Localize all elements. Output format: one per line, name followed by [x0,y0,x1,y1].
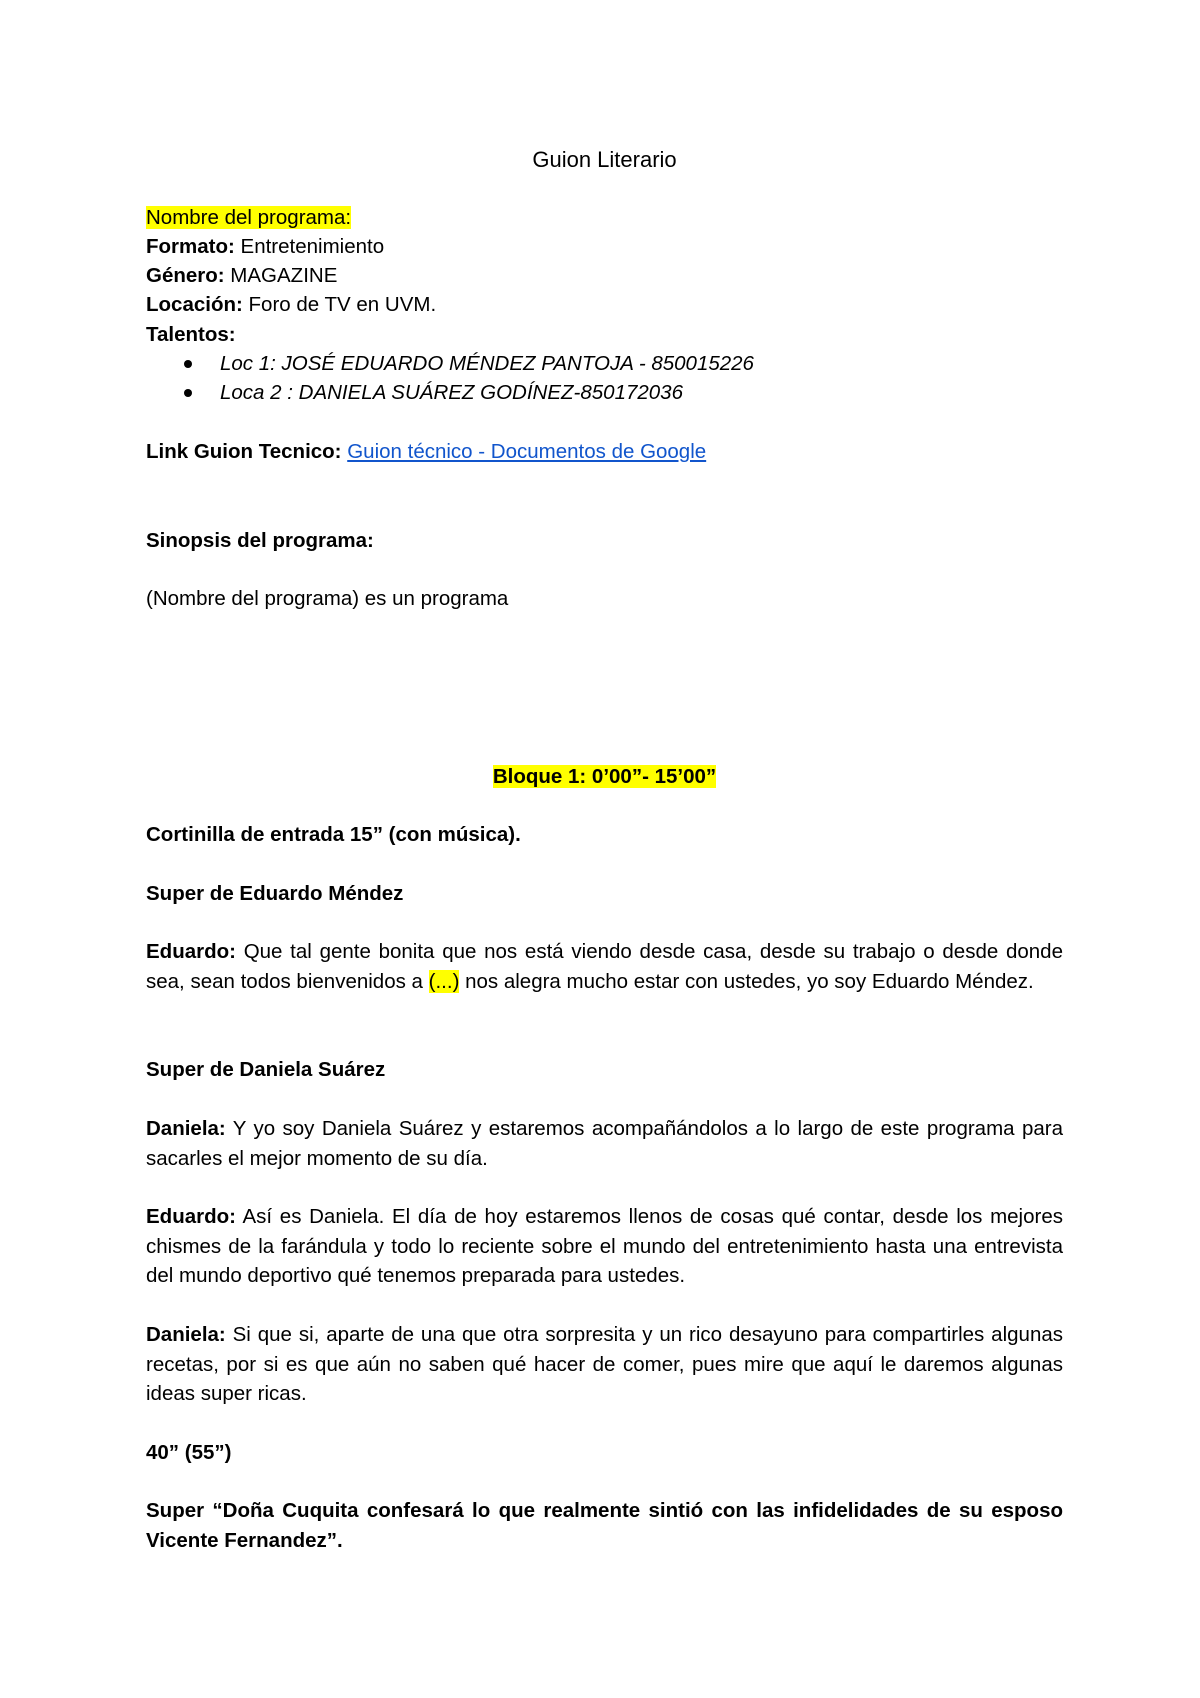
formato-label: Formato: [146,235,235,258]
locacion-value: Foro de TV en UVM. [242,293,437,316]
daniela-dialogue-2 [146,1320,1063,1409]
genero-line [146,261,337,291]
cortinilla-line: Cortinilla de entrada 15” (con música). [146,823,521,846]
formato-value: Entretenimiento [234,235,385,258]
dialogue-text: Y yo soy Daniela Suárez y estaremos acompañándolos a lo largo de este programa para sacarles el mejor momento de su día. [146,1117,1063,1170]
dialogue-text: Que tal gente bonita que nos está viendo desde casa, desde su trabajo o desde donde sea, sean todos bienvenidos a [146,940,1063,993]
bullet-icon [184,389,192,397]
daniela-dialogue-1 [146,1114,1063,1173]
dialogue-text: Si que si, aparte de una que otra sorpresita y un rico desayuno para compartirles algunas recetas, por si es que aún no saben qué hacer de comer, pues mire que aquí le daremos algunas ideas super ricas. [146,1323,1063,1405]
genero-value: MAGAZINE [224,264,338,287]
locacion-line [146,290,436,320]
bloque-heading: Bloque 1: 0’00”- 15’00” [492,765,717,788]
timing-line: 40” (55”) [146,1441,232,1464]
speaker-label: Daniela: [146,1323,226,1346]
dialogue-text: nos alegra mucho estar con ustedes, yo soy Eduardo Méndez. [459,969,1034,993]
speaker-label: Eduardo: [146,940,236,963]
formato-line [146,232,384,262]
talento-1: Loc 1: JOSÉ EDUARDO MÉNDEZ PANTOJA - 850015226 [220,352,754,375]
bullet-icon [184,360,192,368]
super-eduardo: Super de Eduardo Méndez [146,882,404,905]
talento-2: Loca 2 : DANIELA SUÁREZ GODÍNEZ-850172036 [220,381,683,404]
speaker-label: Daniela: [146,1117,226,1140]
sinopsis-label: Sinopsis del programa: [146,529,374,552]
talentos-label: Talentos: [146,323,236,346]
guion-tecnico-link[interactable]: Guion técnico - Documentos de Google [347,440,707,463]
super-cuquita: Super “Doña Cuquita confesará lo que realmente sintió con las infidelidades de su esposo Vicente Fernandez”. [146,1499,1063,1552]
program-name-line [146,203,351,233]
speaker-label: Eduardo: [146,1205,236,1228]
super-daniela: Super de Daniela Suárez [146,1058,386,1081]
sinopsis-text: (Nombre del programa) es un programa [146,587,509,610]
document-title: Guion Literario [532,147,677,172]
eduardo-dialogue-1 [146,937,1063,996]
link-line [146,437,706,467]
locacion-label: Locación: [146,293,243,316]
dialogue-text: Así es Daniela. El día de hoy estaremos llenos de cosas qué contar, desde los mejores chismes de la farándula y todo lo reciente sobre el mundo del entretenimiento hasta una entrevista del mundo deportivo qué tenemos preparada para ustedes. [146,1205,1063,1287]
link-label: Link Guion Tecnico: [146,440,342,463]
genero-label: Género: [146,264,225,287]
program-name-label: Nombre del programa: [146,206,352,229]
program-placeholder: (...) [428,969,460,993]
eduardo-dialogue-2 [146,1202,1063,1291]
